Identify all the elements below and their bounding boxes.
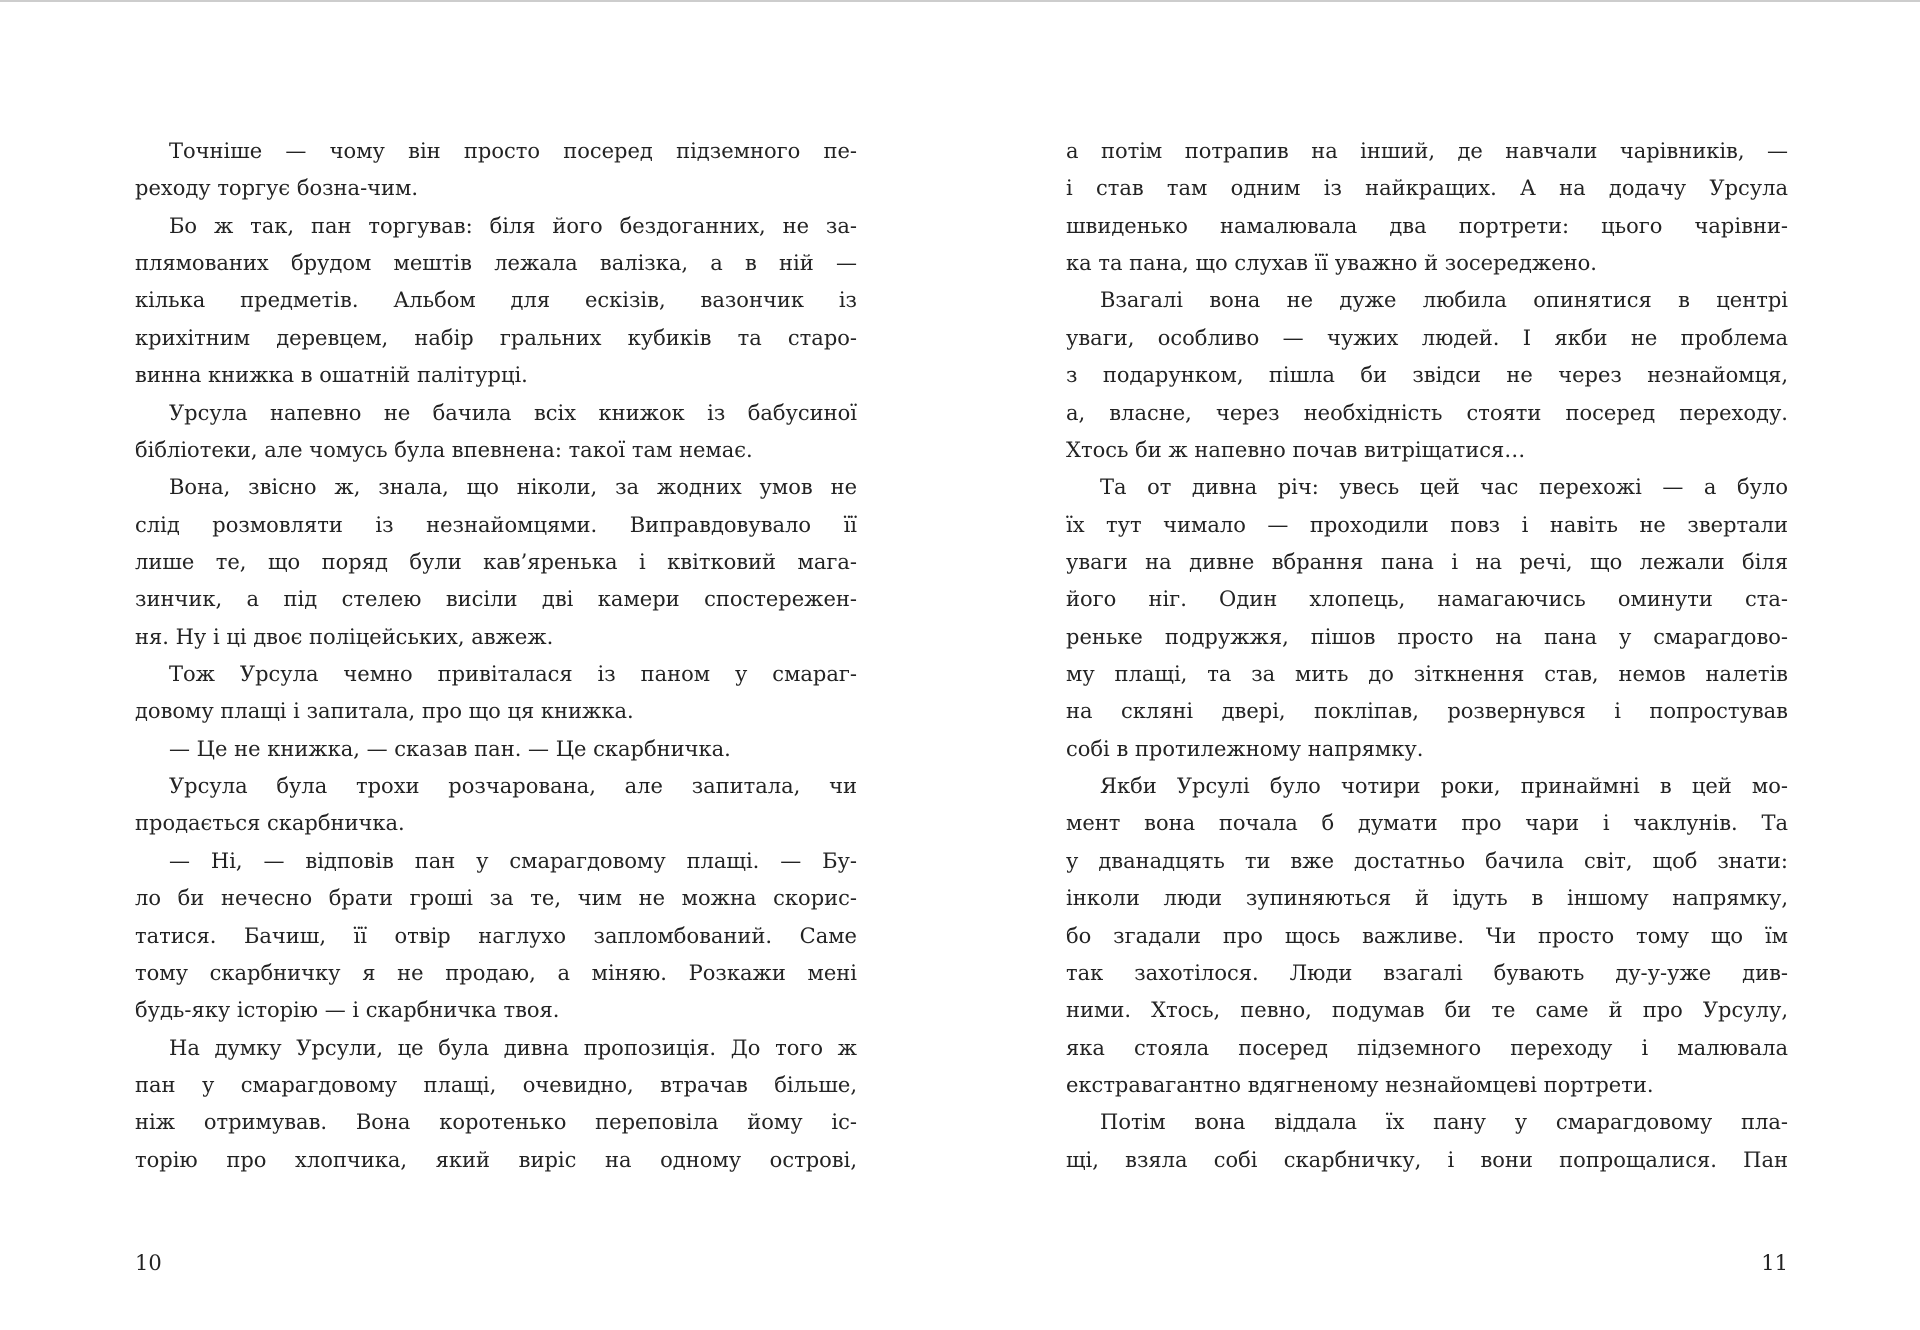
text-line: Точніше — чому він просто посеред підземного пе- (169, 139, 857, 163)
text-line: екстравагантно вдягненому незнайомцеві портрети. (1066, 1072, 1654, 1097)
text-line: інколи люди зупиняються й ідуть в іншому напрямку, (1066, 886, 1788, 911)
paragraph (135, 768, 857, 843)
text-line: винна книжка в ошатній палітурці. (135, 363, 528, 388)
text-line: крихітним деревцем, набір гральних кубиків та старо- (135, 325, 857, 350)
text-line: довому плащі і запитала, про що ця книжка. (135, 699, 634, 724)
text-line: будь-яку історію — і скарбничка твоя. (135, 998, 560, 1023)
paragraph (135, 395, 857, 470)
text-line: так захотілося. Люди взагалі бувають ду-у-уже див- (1066, 960, 1788, 985)
text-line: Потім вона віддала їх пану у смарагдовому пла- (1100, 1110, 1788, 1135)
text-line: собі в протилежному напрямку. (1066, 736, 1424, 761)
text-line: Урсула була трохи розчарована, але запитала, чи (169, 774, 857, 799)
text-line: їх тут чимало — проходили повз і навіть не звертали (1066, 512, 1788, 537)
text-line: — Ні, — відповів пан у смарагдовому плащі. — Бу- (169, 848, 857, 873)
text-line: і став там одним із найкращих. А на додачу Урсула (1066, 176, 1788, 201)
text-line: мент вона почала б думати про чари і чаклунів. Та (1066, 811, 1788, 836)
text-line: пан у смарагдовому плащі, очевидно, втрачав більше, (135, 1072, 857, 1097)
text-line: Якби Урсулі було чотири роки, принаймні в цей мо- (1100, 774, 1788, 799)
text-line: Урсула напевно не бачила всіх книжок із бабусиної (169, 400, 857, 425)
text-line: а потім потрапив на інший, де навчали чарівників, — (1066, 139, 1788, 163)
paragraph (1066, 282, 1788, 469)
text-line: плямованих брудом мештів лежала валізка, а в ній — (135, 251, 857, 276)
text-line: на скляні двері, покліпав, розвернувся і попростував (1066, 699, 1788, 724)
text-line: з подарунком, пішла би звідси не через незнайомця, (1066, 363, 1788, 388)
text-line: Та от дивна річ: увесь цей час перехожі — а було (1100, 475, 1788, 500)
text-line: — Це не книжка, — сказав пан. — Це скарбничка. (169, 736, 731, 761)
paragraph (135, 208, 857, 395)
text-line: Хтось би ж напевно почав витріщатися… (1066, 437, 1526, 462)
paragraph (135, 133, 857, 208)
text-line: ка та пана, що слухав її уважно й зосереджено. (1066, 251, 1597, 276)
text-line: му плащі, та за мить до зіткнення став, немов налетів (1066, 662, 1788, 687)
text-line: татися. Бачиш, її отвір наглухо запломбований. Саме (135, 923, 857, 948)
paragraph (1066, 133, 1788, 282)
paragraph (135, 1030, 857, 1179)
text-line: реходу торгує бозна-чим. (135, 176, 419, 201)
text-line: його ніг. Один хлопець, намагаючись оминути ста- (1066, 587, 1788, 612)
text-line: торію про хлопчика, який виріс на одному острові, (135, 1147, 857, 1172)
text-line: уваги, особливо — чужих людей. І якби не проблема (1066, 325, 1788, 350)
paragraph (135, 843, 857, 1030)
paragraph (135, 656, 857, 731)
page-body (135, 133, 857, 1179)
page-number: 10 (135, 1251, 162, 1275)
text-line: реньке подружжя, пішов просто на пана у смарагдово- (1066, 624, 1788, 649)
text-line: Бо ж так, пан торгував: біля його бездоганних, не за- (169, 213, 857, 238)
text-line: у дванадцять ти вже достатньо бачила світ, щоб знати: (1066, 848, 1788, 873)
text-line: щі, взяла собі скарбничку, і вони попрощалися. Пан (1066, 1147, 1788, 1172)
page-number: 11 (1761, 1251, 1788, 1275)
text-line: На думку Урсули, це була дивна пропозиція. До того ж (169, 1035, 857, 1060)
text-line: уваги на дивне вбрання пана і на речі, що лежали біля (1066, 549, 1788, 574)
paragraph (135, 731, 857, 768)
text-line: зинчик, а під стелею висіли дві камери спостережен- (135, 587, 857, 612)
text-line: ня. Ну і ці двоє поліцейських, авжеж. (135, 624, 554, 649)
text-line: ніж отримував. Вона коротенько переповіла йому іс- (135, 1110, 857, 1135)
text-line: Вона, звісно ж, знала, що ніколи, за жодних умов не (169, 475, 857, 500)
text-line: слід розмовляти із незнайомцями. Виправдовувало її (135, 512, 857, 537)
text-line: швиденько намалювала два портрети: цього чарівни- (1066, 213, 1788, 238)
paragraph (135, 469, 857, 656)
text-line: тому скарбничку я не продаю, а міняю. Розкажи мені (135, 960, 857, 985)
paragraph (1066, 768, 1788, 1104)
text-line: кілька предметів. Альбом для ескізів, вазончик із (135, 288, 857, 313)
text-line: ло би нечесно брати гроші за те, чим не можна скорис- (135, 886, 857, 911)
text-line: яка стояла посеред підземного переходу і малювала (1066, 1035, 1788, 1060)
text-line: ними. Хтось, певно, подумав би те саме й про Урсулу, (1066, 998, 1788, 1023)
text-line: Тож Урсула чемно привіталася із паном у смараг- (169, 662, 857, 687)
paragraph (1066, 1104, 1788, 1179)
text-line: лише те, що поряд були кав’яренька і квітковий мага- (135, 549, 857, 574)
text-line: продається скарбничка. (135, 811, 405, 836)
text-line: бібліотеки, але чомусь була впевнена: такої там немає. (135, 437, 753, 462)
page-body (1066, 133, 1788, 1179)
right-page (960, 0, 1920, 1330)
paragraph (1066, 469, 1788, 768)
text-line: Взагалі вона не дуже любила опинятися в центрі (1100, 288, 1788, 313)
text-line: а, власне, через необхідність стояти посеред переходу. (1066, 400, 1788, 425)
text-line: бо згадали про щось важливе. Чи просто тому що їм (1066, 923, 1788, 948)
